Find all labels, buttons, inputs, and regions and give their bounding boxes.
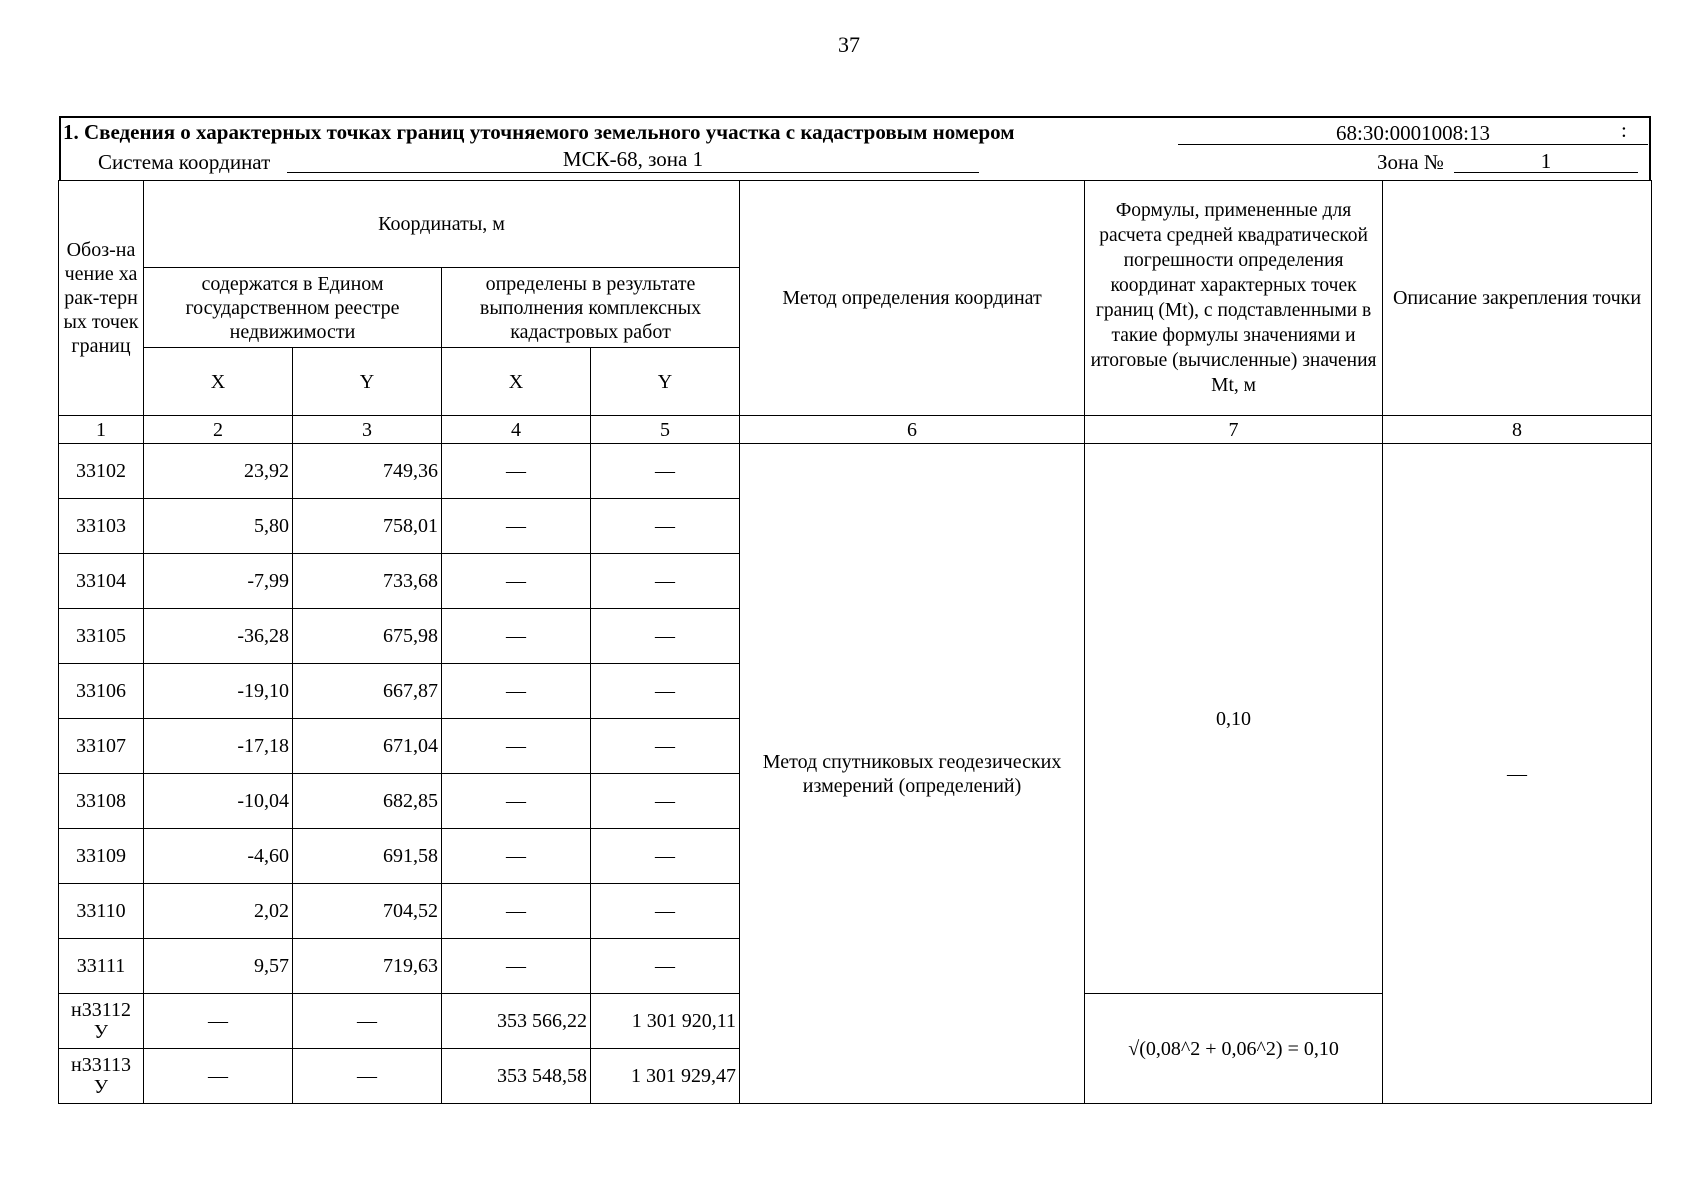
egrn-x: — (144, 1049, 293, 1104)
point-id: 33108 (59, 774, 144, 829)
point-id: 33102 (59, 444, 144, 499)
point-id: 33105 (59, 609, 144, 664)
determined-x: — (442, 774, 591, 829)
determined-x: — (442, 499, 591, 554)
col-number: 4 (442, 416, 591, 444)
egrn-x: -19,10 (144, 664, 293, 719)
egrn-x: -36,28 (144, 609, 293, 664)
egrn-y: 691,58 (293, 829, 442, 884)
determined-y: — (591, 609, 740, 664)
egrn-x: 23,92 (144, 444, 293, 499)
coord-system-label: Система координат (98, 150, 271, 174)
egrn-x: -10,04 (144, 774, 293, 829)
egrn-y: 749,36 (293, 444, 442, 499)
point-id: н33113 У (59, 1049, 144, 1104)
description-cell: — (1383, 444, 1652, 1104)
determined-x: — (442, 719, 591, 774)
egrn-y: 758,01 (293, 499, 442, 554)
egrn-x: — (144, 994, 293, 1049)
determined-y: — (591, 774, 740, 829)
col-number: 8 (1383, 416, 1652, 444)
egrn-y: 671,04 (293, 719, 442, 774)
egrn-y: 719,63 (293, 939, 442, 994)
determined-y: — (591, 444, 740, 499)
determined-y: — (591, 554, 740, 609)
determined-x: — (442, 884, 591, 939)
egrn-x: 5,80 (144, 499, 293, 554)
determined-x: 353 566,22 (442, 994, 591, 1049)
determined-x: — (442, 444, 591, 499)
point-id: 33107 (59, 719, 144, 774)
determined-y: — (591, 829, 740, 884)
egrn-y: 733,68 (293, 554, 442, 609)
egrn-x: 2,02 (144, 884, 293, 939)
egrn-x: 9,57 (144, 939, 293, 994)
col-number: 6 (740, 416, 1085, 444)
header-x1: X (144, 348, 293, 416)
egrn-y: 682,85 (293, 774, 442, 829)
header-y1: Y (293, 348, 442, 416)
point-id: 33110 (59, 884, 144, 939)
point-id: 33103 (59, 499, 144, 554)
header-coordinates: Координаты, м (144, 181, 740, 268)
determined-y: 1 301 920,11 (591, 994, 740, 1049)
col-number: 5 (591, 416, 740, 444)
header-egrn: содержатся в Едином государственном реестре недвижимости (144, 268, 442, 348)
point-id: 33111 (59, 939, 144, 994)
point-id: 33106 (59, 664, 144, 719)
determined-x: 353 548,58 (442, 1049, 591, 1104)
point-id: н33112 У (59, 994, 144, 1049)
determined-y: 1 301 929,47 (591, 1049, 740, 1104)
egrn-y: 704,52 (293, 884, 442, 939)
egrn-y: — (293, 1049, 442, 1104)
col-number: 7 (1085, 416, 1383, 444)
point-id: 33104 (59, 554, 144, 609)
header-description: Описание закрепления точки (1383, 181, 1652, 416)
determined-y: — (591, 664, 740, 719)
header-x2: X (442, 348, 591, 416)
cadastral-number: 68:30:0001008:13 (1178, 122, 1648, 145)
egrn-x: -17,18 (144, 719, 293, 774)
egrn-y: 675,98 (293, 609, 442, 664)
egrn-y: 667,87 (293, 664, 442, 719)
section-header (59, 116, 1651, 180)
header-point-designation: Обоз-начение харак-терных точек границ (59, 181, 144, 416)
header-colon: : (1621, 118, 1627, 142)
column-numbers-row (59, 416, 1652, 444)
determined-y: — (591, 884, 740, 939)
header-formulas: Формулы, примененные для расчета средней квадратической погрешности определения координат характерных точек границ (Mt), с подставленными в такие формулы значениями и итоговые (вычисленные) значения Mt, м (1085, 181, 1383, 416)
mt-value-cell: 0,10 (1085, 444, 1383, 994)
determined-x: — (442, 554, 591, 609)
col-number: 3 (293, 416, 442, 444)
egrn-x: -7,99 (144, 554, 293, 609)
point-id: 33109 (59, 829, 144, 884)
page-number: 37 (838, 32, 860, 57)
col-number: 1 (59, 416, 144, 444)
zone-label: Зона № (1377, 150, 1444, 174)
col-number: 2 (144, 416, 293, 444)
determined-x: — (442, 829, 591, 884)
determined-x: — (442, 664, 591, 719)
header-method: Метод определения координат (740, 181, 1085, 416)
determined-y: — (591, 719, 740, 774)
header-y2: Y (591, 348, 740, 416)
determined-x: — (442, 939, 591, 994)
method-cell: Метод спутниковых геодезических измерений (определений) (740, 444, 1085, 1104)
determined-y: — (591, 939, 740, 994)
determined-x: — (442, 609, 591, 664)
zone-value: 1 (1454, 150, 1638, 173)
determined-y: — (591, 499, 740, 554)
section-title: 1. Сведения о характерных точках границ уточняемого земельного участка с кадастровым номером (63, 120, 1015, 144)
mt-formula-cell: √(0,08^2 + 0,06^2) = 0,10 (1085, 994, 1383, 1104)
egrn-x: -4,60 (144, 829, 293, 884)
coord-system-value: МСК-68, зона 1 (287, 148, 979, 173)
table-row (59, 444, 1652, 499)
header-determined: определены в результате выполнения комплексных кадастровых работ (442, 268, 740, 348)
egrn-y: — (293, 994, 442, 1049)
boundary-points-table (58, 180, 1652, 1104)
